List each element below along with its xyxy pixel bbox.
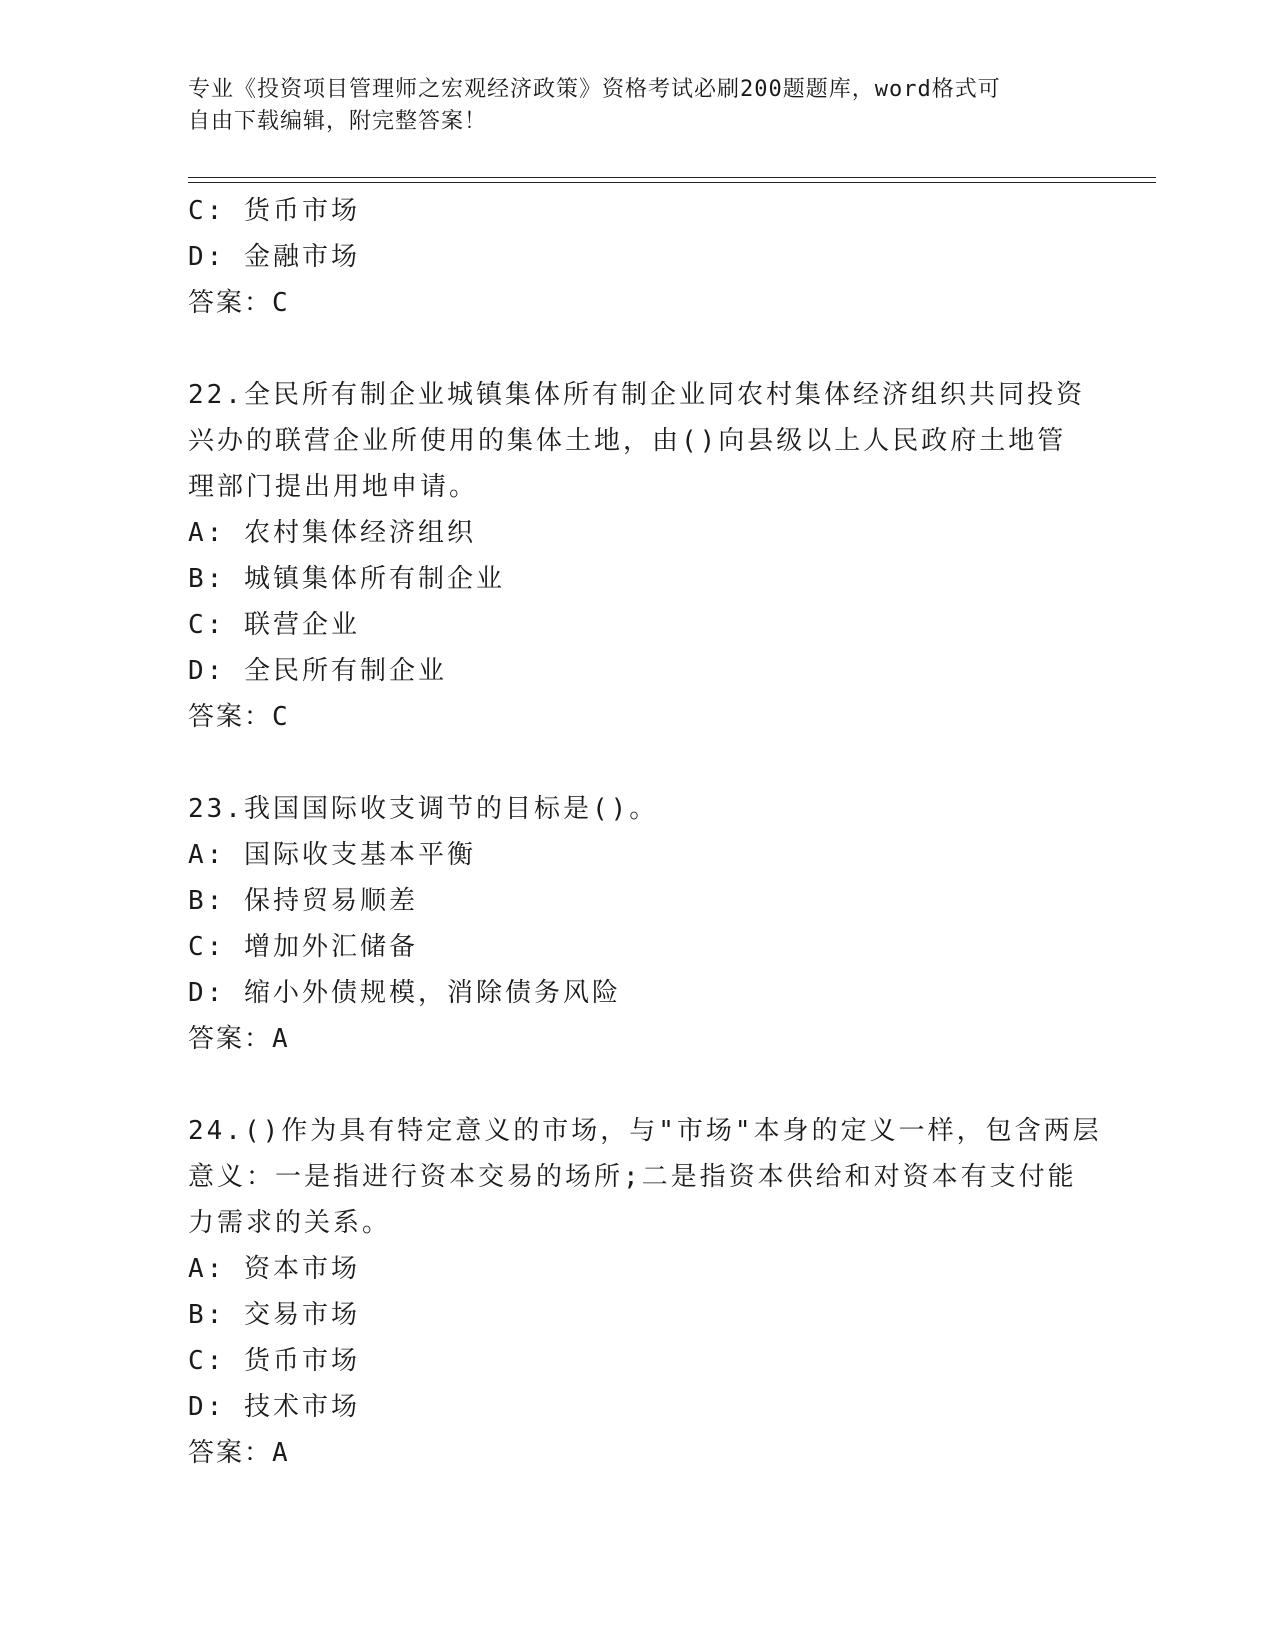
option-d: D: 金融市场 [188, 242, 360, 272]
option-c: C: 联营企业 [188, 610, 360, 640]
question-text-line: 理部门提出用地申请。 [188, 472, 479, 502]
question-text [188, 786, 1088, 832]
header-divider-bottom [188, 182, 1156, 183]
spacer [188, 1062, 1088, 1108]
question-24 [188, 1108, 1102, 1476]
page-header [188, 74, 1088, 138]
question-text-line: 意义：一是指进行资本交易的场所;二是指资本供给和对资本有支付能 [188, 1162, 1077, 1192]
option-d: D: 全民所有制企业 [188, 656, 447, 686]
question-text [188, 372, 1088, 510]
option-d: D: 技术市场 [188, 1392, 360, 1422]
option-a: A: 资本市场 [188, 1254, 360, 1284]
option-b: B: 保持贸易顺差 [188, 886, 418, 916]
question-text [188, 1108, 1102, 1246]
option-c: C: 增加外汇储备 [188, 932, 418, 962]
header-divider-top [188, 177, 1156, 178]
question-text-line: 22.全民所有制企业城镇集体所有制企业同农村集体经济组织共同投资 [188, 380, 1085, 410]
question-content [188, 188, 1102, 1476]
header-line-2: 自由下载编辑，附完整答案！ [188, 109, 488, 134]
previous-question [188, 188, 1088, 326]
header-line-1: 专业《投资项目管理师之宏观经济政策》资格考试必刷200题题库，word格式可 [188, 77, 1001, 102]
option-c: C: 货币市场 [188, 196, 360, 226]
option-a: A: 国际收支基本平衡 [188, 840, 476, 870]
spacer [188, 326, 1088, 372]
option-c: C: 货币市场 [188, 1346, 360, 1376]
question-23 [188, 786, 1088, 1062]
answer-line: 答案：A [188, 1438, 290, 1468]
question-text-line: 24.()作为具有特定意义的市场，与"市场"本身的定义一样，包含两层 [188, 1116, 1102, 1146]
option-b: B: 交易市场 [188, 1300, 360, 1330]
answer-line: 答案：A [188, 1024, 290, 1054]
question-22 [188, 372, 1088, 740]
spacer [188, 740, 1088, 786]
question-text-line: 力需求的关系。 [188, 1208, 392, 1238]
option-b: B: 城镇集体所有制企业 [188, 564, 505, 594]
answer-line: 答案：C [188, 702, 290, 732]
question-text-line: 23.我国国际收支调节的目标是()。 [188, 794, 659, 824]
option-d: D: 缩小外债规模，消除债务风险 [188, 978, 621, 1008]
option-a: A: 农村集体经济组织 [188, 518, 476, 548]
answer-line: 答案：C [188, 288, 290, 318]
question-text-line: 兴办的联营企业所使用的集体土地，由()向县级以上人民政府土地管 [188, 426, 1067, 456]
